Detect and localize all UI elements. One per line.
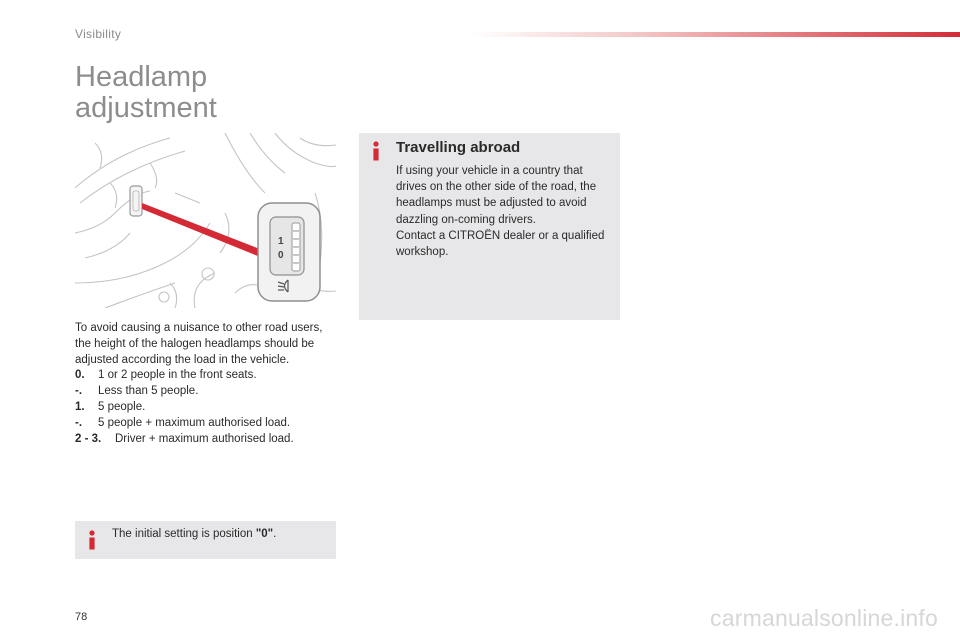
position-description: Less than 5 people. [98,385,199,398]
small-switch-outline [130,186,142,216]
info-icon [86,530,98,550]
note-emphasis: "0" [255,528,274,540]
page-number: 78 [75,611,88,623]
section-label: Visibility [75,27,122,41]
panel-body [396,163,614,260]
position-key: -. [75,416,83,429]
intro-paragraph: To avoid causing a nuisance to other road users, the height of the halogen headlamps should be adjusted according the load in the vehicle. [75,322,323,366]
list-item [75,432,340,448]
list-item [75,368,340,384]
position-key: 0. [75,369,85,382]
position-key: -. [75,385,83,398]
panel-paragraph: Contact a CITROËN dealer or a qualified workshop. [396,229,605,259]
position-description: Driver + maximum authorised load. [115,432,294,445]
body-text [75,321,340,447]
position-description: 1 or 2 people in the front seats. [98,369,257,382]
list-item [75,400,340,416]
travelling-abroad-panel [359,133,620,320]
page-title: Headlamp adjustment [75,61,217,124]
header-accent-rule [470,32,960,37]
watermark: carmanualsonline.info [710,605,938,631]
position-key: 2 - 3. [75,432,102,445]
position-description: 5 people + maximum authorised load. [98,416,291,429]
headlamp-adjuster-illustration [75,133,336,308]
info-icon [370,141,382,161]
dial-label-1: 1 [278,236,284,247]
position-description: 5 people. [98,400,146,413]
panel-paragraph: If using your vehicle in a country that drives on the other side of the road, the headlamps must be adjusted to avoid dazzling on-coming drivers. [396,165,597,226]
position-key: 1. [75,400,85,413]
red-pointer-arrow [142,203,265,259]
list-item [75,416,340,432]
dial-label-0: 0 [278,250,284,261]
panel-title: Travelling abroad [396,139,521,156]
list-item [75,384,340,400]
note-text: The initial setting is position "0". [112,528,277,540]
dashboard-line-drawing [75,133,336,308]
initial-setting-note [75,521,336,559]
headlamp-adjuster-dial [258,203,320,301]
